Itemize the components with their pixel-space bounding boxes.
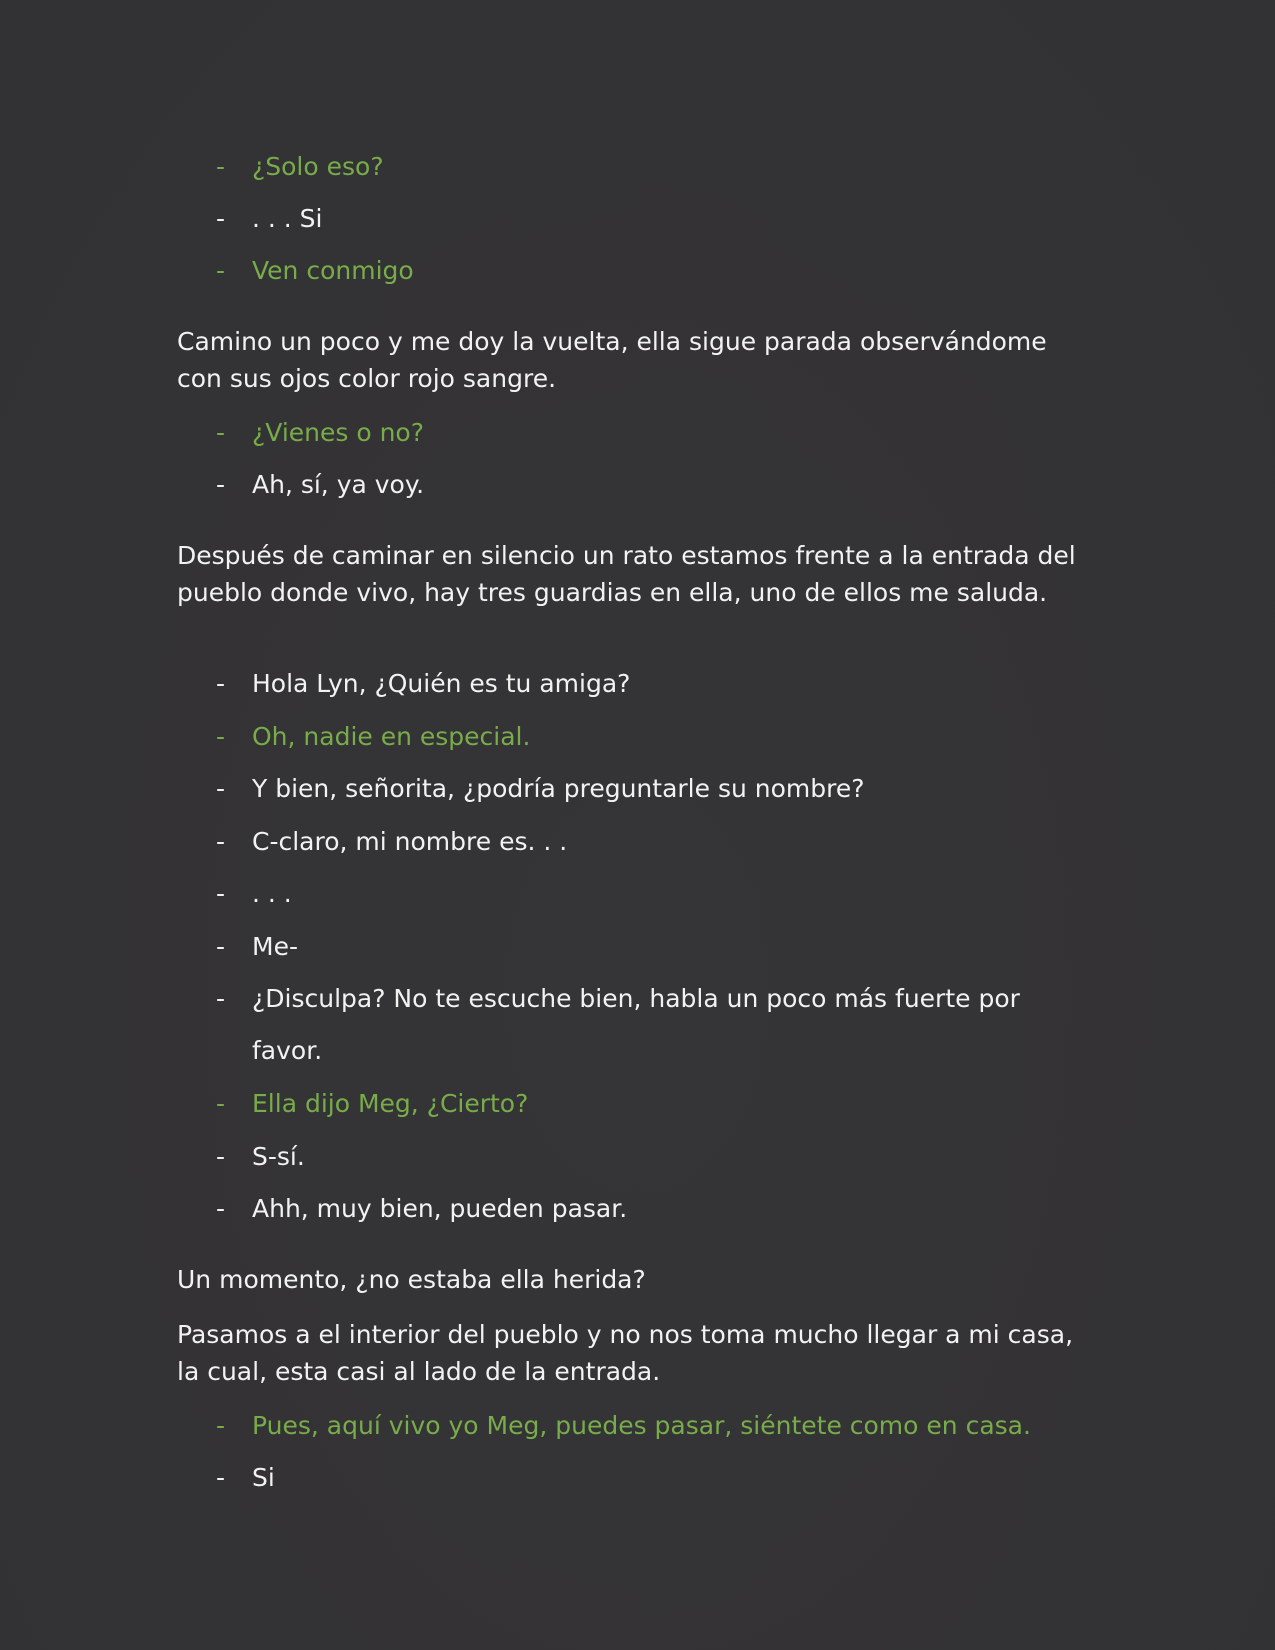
dialogue-dash: -: [216, 984, 226, 1013]
dialogue-dash: -: [216, 1463, 226, 1492]
narrative-paragraph: Después de caminar en silencio un rato estamos frente a la entrada del pueblo donde vivo, hay tres guardias en ella, uno de ellos me saluda.: [177, 541, 1076, 607]
dialogue-text: ¿Solo eso?: [252, 152, 384, 181]
dialogue-text: Me-: [252, 932, 298, 961]
dialogue-text: ¿Vienes o no?: [252, 418, 424, 447]
narrative-paragraph: Un momento, ¿no estaba ella herida?: [177, 1265, 646, 1294]
dialogue-dash: -: [216, 470, 226, 499]
dialogue-text: Si: [252, 1463, 275, 1492]
dialogue-dash: -: [216, 932, 226, 961]
dialogue-dash: -: [216, 418, 226, 447]
dialogue-dash: -: [216, 827, 226, 856]
dialogue-text: Ven conmigo: [252, 256, 414, 285]
dialogue-text: Ah, sí, ya voy.: [252, 470, 425, 499]
dialogue-dash: -: [216, 1194, 226, 1223]
dialogue-dash: -: [216, 204, 226, 233]
dialogue-text: ¿Disculpa? No te escuche bien, habla un poco más fuerte por favor.: [252, 984, 1020, 1065]
dialogue-dash: -: [216, 256, 226, 285]
dialogue-dash: -: [216, 152, 226, 181]
dialogue-text: S-sí.: [252, 1142, 305, 1171]
dialogue-dash: -: [216, 722, 226, 751]
dialogue-dash: -: [216, 1142, 226, 1171]
dialogue-text: Hola Lyn, ¿Quién es tu amiga?: [252, 669, 631, 698]
dialogue-dash: -: [216, 669, 226, 698]
narrative-paragraph: Pasamos a el interior del pueblo y no nos toma mucho llegar a mi casa, la cual, esta casi al lado de la entrada.: [177, 1320, 1074, 1386]
dialogue-text: Pues, aquí vivo yo Meg, puedes pasar, siéntete como en casa.: [252, 1411, 1031, 1440]
dialogue-dash: -: [216, 774, 226, 803]
dialogue-text: . . .: [252, 879, 292, 908]
dialogue-text: C-claro, mi nombre es. . .: [252, 827, 568, 856]
dialogue-text: Y bien, señorita, ¿podría preguntarle su nombre?: [252, 774, 865, 803]
dialogue-text: Ella dijo Meg, ¿Cierto?: [252, 1089, 529, 1118]
dialogue-text: Oh, nadie en especial.: [252, 722, 531, 751]
dialogue-dash: -: [216, 1089, 226, 1118]
dialogue-dash: -: [216, 1411, 226, 1440]
dialogue-text: Ahh, muy bien, pueden pasar.: [252, 1194, 628, 1223]
dialogue-dash: -: [216, 879, 226, 908]
narrative-paragraph: Camino un poco y me doy la vuelta, ella sigue parada observándome con sus ojos color rojo sangre.: [177, 327, 1047, 393]
dialogue-text: . . . Si: [252, 204, 323, 233]
